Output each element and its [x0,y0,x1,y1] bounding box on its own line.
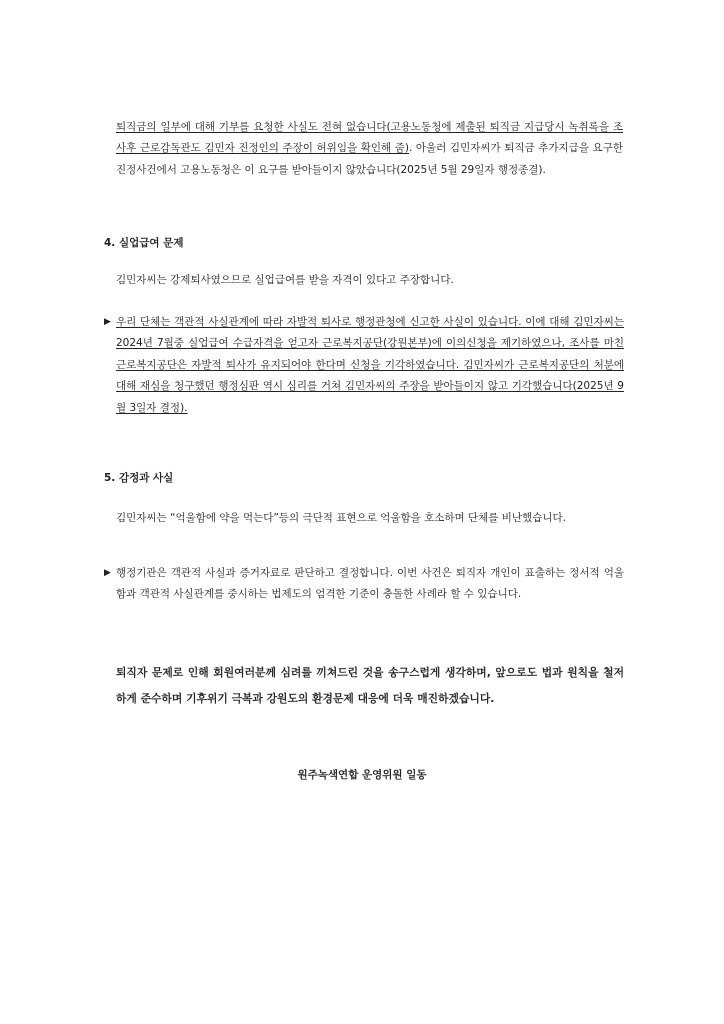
section-5-claim: 김민자씨는 “억울함에 약을 먹는다”등의 극단적 표현으로 억울함을 호소하며 단체를 비난했습니다. [116,512,566,524]
underlined-text: 퇴직금의 일부에 대해 기부를 요청한 사실도 전혀 없습니다(고용노동청에 제출된 퇴직금 지급당시 녹취록을 조사후 근로감독관도 김민자 진정인의 주장이 허위임을 확인해 줌) [116,121,623,155]
section-4-bullet [104,312,624,419]
section-4-claim: 김민자씨는 강제퇴사였으므로 실업급여를 받을 자격이 있다고 주장합니다. [116,274,454,286]
signature: 원주녹색연합 운영위원 일동 [297,769,427,781]
section-4-bullet-text: 우리 단체는 객관적 사실관계에 따라 자발적 퇴사로 행정관청에 신고한 사실이 있습니다. 이에 대해 김민자씨는 2024년 7월중 실업급여 수급자격을 얻고자 근로복지공단(강원본부)에 이의신청을 제기하였으나, 조사를 마친 근로복지공단은 자발적 퇴사가 유지되어야 한다며 신청을 기각하였습니다. 김민자씨가 근로복지공단의 처분에 대해 재심을 청구했던 행정심판 역시 심리를 거쳐 김민자씨의 주장을 받아들이지 않고 기각했습니다(2025년 9월 3일자 결정). [116,316,624,414]
triangle-bullet-icon: ▶ [104,317,111,327]
triangle-bullet-icon: ▶ [104,568,111,578]
continuation-paragraph [116,117,623,181]
section-5-bullet-text: 행정기관은 객관적 사실과 증거자료로 판단하고 결정합니다. 이번 사건은 퇴직자 개인이 표출하는 정서적 억울함과 객관적 사실관계를 중시하는 법제도의 엄격한 기준이 충돌한 사례라 할 수 있습니다. [116,567,624,601]
section-5-bullet [104,563,624,606]
closing-statement: 퇴직자 문제로 인해 회원여러분께 심려를 끼쳐드린 것을 송구스럽게 생각하며, 앞으로도 법과 원칙을 철저하게 준수하며 기후위기 극복과 강원도의 환경문제 대응에 더욱 매진하겠습니다. [116,666,624,705]
paragraph-text: . 아울러 김민자씨가 퇴직금 추가지급을 요구한 진정사건에서 고용노동청은 이 요구를 받아들이지 않았습니다(2025년 5월 29일자 행정종결). [116,142,623,176]
section-5-heading: 5. 감정과 사실 [104,472,174,484]
section-4-heading: 4. 실업급여 문제 [104,237,184,249]
